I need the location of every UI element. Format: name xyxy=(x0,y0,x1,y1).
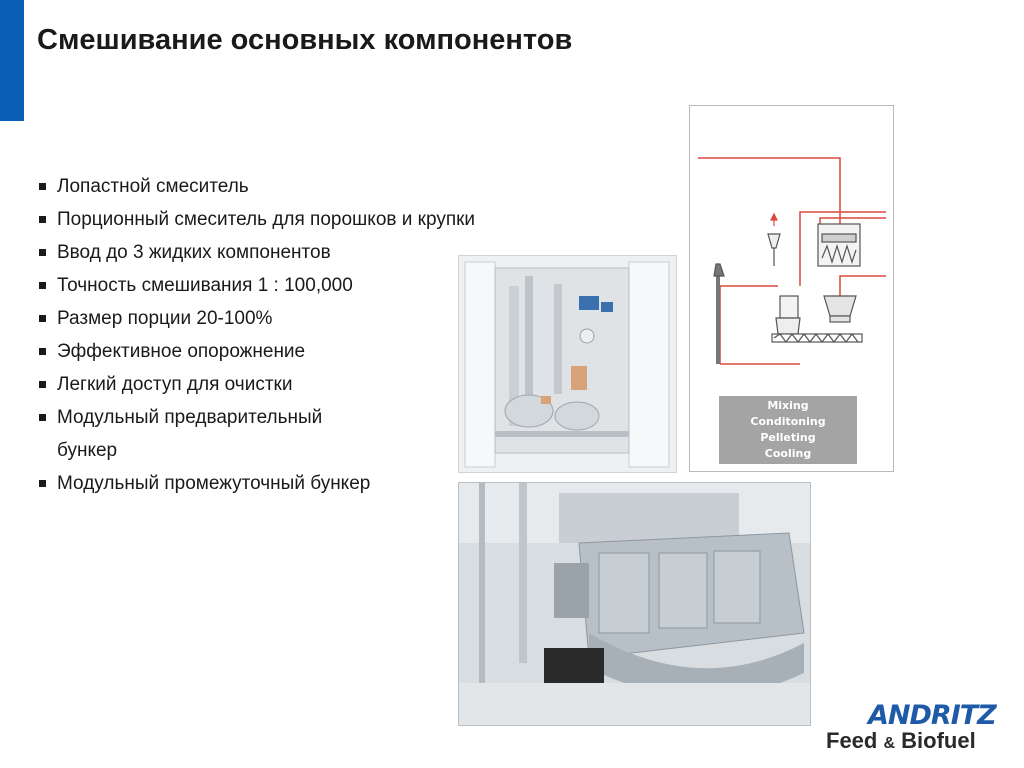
bullet-item: Легкий доступ для очистки xyxy=(37,368,475,401)
logo-sub-biofuel: Biofuel xyxy=(901,728,976,753)
logo-brand: ANDRITZ xyxy=(868,700,996,731)
bullet-item: Эффективное опорожнение xyxy=(37,335,475,368)
bullet-item: Модульный промежуточный бункер xyxy=(37,467,475,500)
logo-sub-feed: Feed xyxy=(826,728,878,753)
bullet-item: Лопастной смеситель xyxy=(37,170,475,203)
accent-bar xyxy=(0,0,24,121)
bullet-list xyxy=(37,170,475,500)
legend-conditioning: Conditoning xyxy=(750,415,826,428)
mixer-illustration xyxy=(459,483,810,725)
cabinet-photo xyxy=(458,255,677,473)
andritz-logo xyxy=(826,700,1006,756)
legend-pelleting: Pelleting xyxy=(760,431,816,444)
slide-title: Смешивание основных компонентов xyxy=(37,24,573,56)
process-legend xyxy=(719,396,857,464)
bullet-item: Точность смешивания 1 : 100,000 xyxy=(37,269,475,302)
bullet-item: Размер порции 20-100% xyxy=(37,302,475,335)
mixer-photo xyxy=(458,482,811,726)
process-flow-diagram xyxy=(690,106,893,386)
logo-subtitle xyxy=(826,728,976,754)
cabinet-illustration xyxy=(459,256,676,472)
legend-cooling: Cooling xyxy=(764,447,812,460)
bullet-item: Порционный смеситель для порошков и крупки xyxy=(37,203,475,236)
bullet-item-continuation: бункер xyxy=(57,440,118,461)
bullet-item: Модульный предварительный xyxy=(37,401,475,434)
legend-mixing: Mixing xyxy=(767,399,809,412)
logo-sub-amp: & xyxy=(883,735,896,752)
process-diagram xyxy=(689,105,894,472)
bullet-item: Ввод до 3 жидких компонентов xyxy=(37,236,475,269)
